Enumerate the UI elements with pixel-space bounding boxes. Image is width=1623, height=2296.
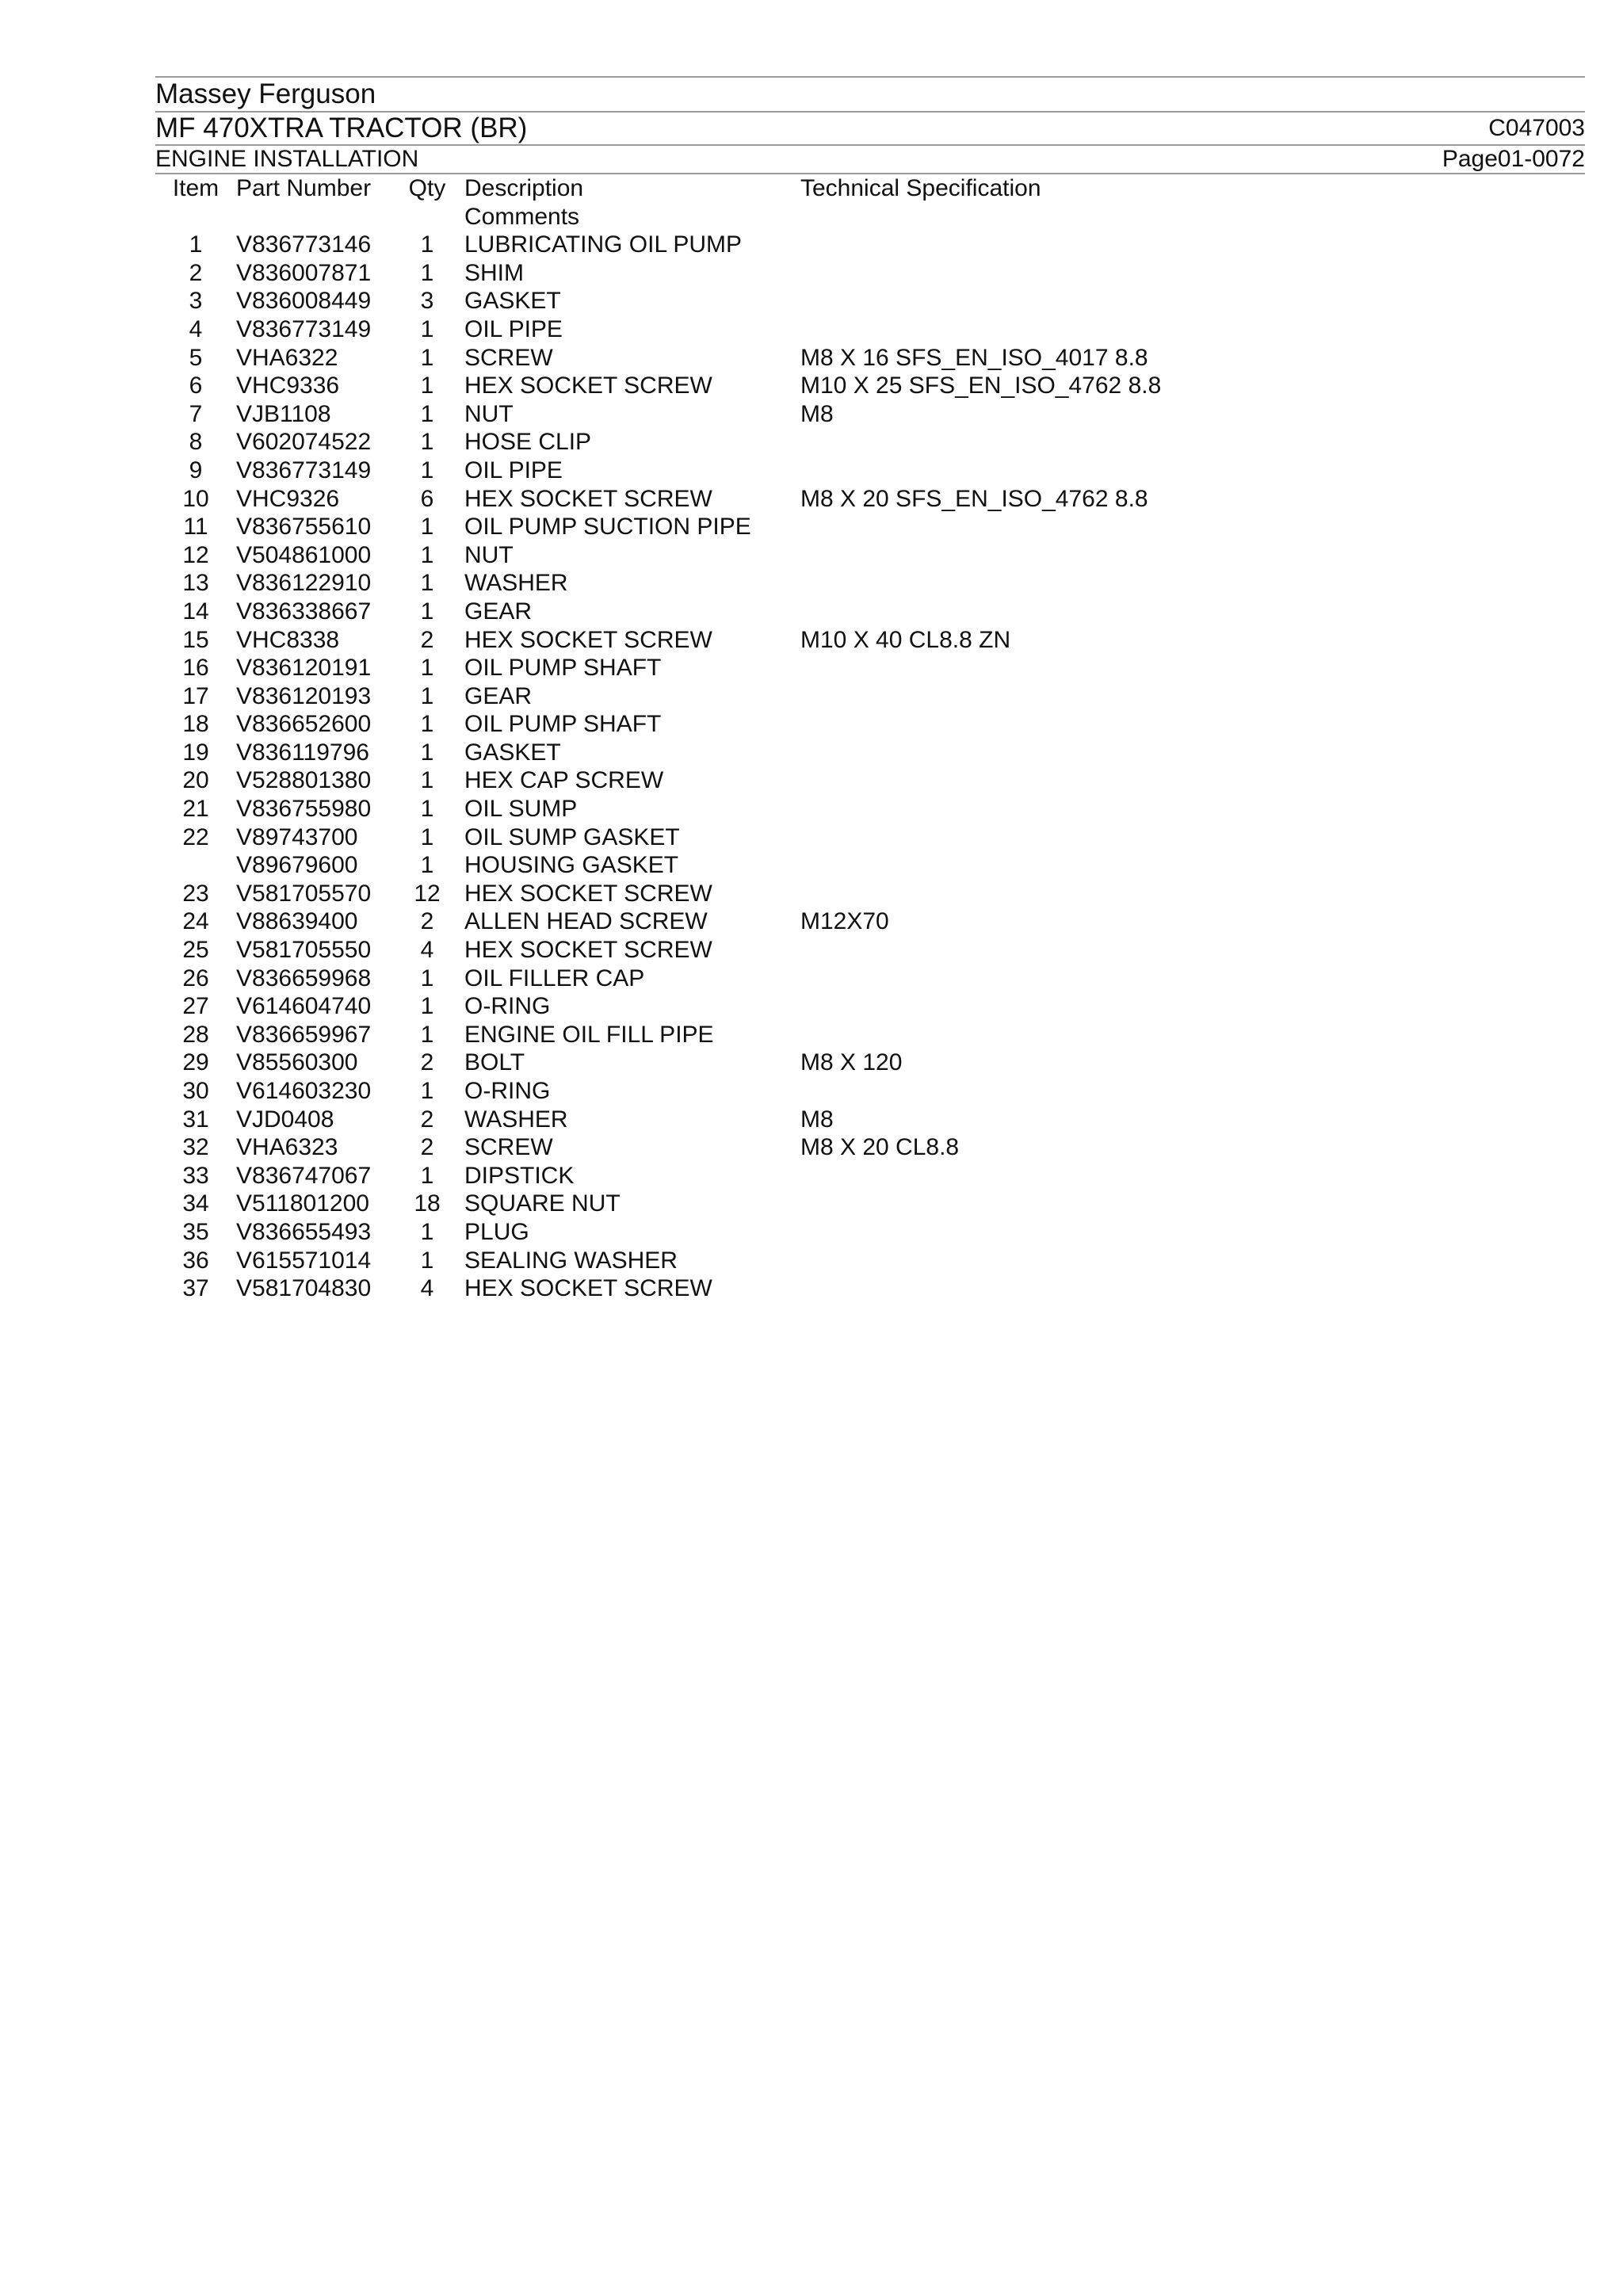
table-row <box>155 1021 1355 1049</box>
cell-item: 36 <box>182 1247 209 1274</box>
cell-qty: 1 <box>420 767 434 794</box>
cell-item: 37 <box>182 1275 209 1302</box>
cell-technical-specification: M10 X 25 SFS_EN_ISO_4762 8.8 <box>800 372 1162 399</box>
cell-technical-specification <box>800 682 1355 711</box>
cell-item: 5 <box>189 344 203 371</box>
cell-part-number: V504861000 <box>236 541 372 568</box>
cell-description: HEX SOCKET SCREW <box>464 485 712 512</box>
table-row <box>155 992 1355 1021</box>
cell-description: OIL SUMP <box>464 796 578 823</box>
catalog-code: C047003 <box>1488 115 1585 141</box>
table-row <box>155 682 1355 711</box>
cell-item: 31 <box>182 1106 209 1133</box>
cell-technical-specification: M8 X 20 SFS_EN_ISO_4762 8.8 <box>800 485 1148 512</box>
cell-qty: 1 <box>420 1247 434 1274</box>
section-row <box>155 146 1585 173</box>
cell-technical-specification: M8 <box>800 400 834 427</box>
cell-part-number: V615571014 <box>236 1247 372 1274</box>
cell-description: HEX SOCKET SCREW <box>464 626 712 653</box>
cell-technical-specification <box>800 795 1355 823</box>
table-row <box>155 739 1355 767</box>
cell-item: 3 <box>189 288 203 315</box>
cell-technical-specification <box>800 823 1355 852</box>
cell-description: OIL PUMP SHAFT <box>464 711 662 738</box>
cell-technical-specification <box>800 287 1355 315</box>
table-row <box>155 598 1355 626</box>
cell-part-number: V836652600 <box>236 711 372 738</box>
cell-technical-specification <box>800 259 1355 288</box>
cell-item <box>155 851 236 880</box>
table-row <box>155 569 1355 598</box>
table-row <box>155 513 1355 541</box>
cell-part-number: V88639400 <box>236 908 358 935</box>
cell-technical-specification <box>800 457 1355 485</box>
cell-technical-specification: M8 X 20 CL8.8 <box>800 1134 960 1161</box>
cell-qty: 1 <box>420 315 434 342</box>
table-row <box>155 1162 1355 1190</box>
cell-qty: 1 <box>420 400 434 427</box>
cell-item: 10 <box>182 485 209 512</box>
cell-description: DIPSTICK <box>464 1162 575 1189</box>
cell-item: 35 <box>182 1218 209 1245</box>
cell-technical-specification <box>800 1274 1355 1303</box>
cell-description: ALLEN HEAD SCREW <box>464 908 708 935</box>
cell-qty: 1 <box>420 570 434 597</box>
parts-list-page <box>155 76 1585 1303</box>
cell-item: 26 <box>182 965 209 991</box>
cell-technical-specification <box>800 428 1355 457</box>
cell-qty: 1 <box>420 231 434 258</box>
cell-part-number: V836120191 <box>236 655 372 682</box>
cell-part-number: V836120193 <box>236 682 372 709</box>
table-row <box>155 965 1355 993</box>
cell-qty: 1 <box>420 796 434 823</box>
cell-item: 17 <box>182 682 209 709</box>
cell-item: 8 <box>189 429 203 456</box>
section-title: ENGINE INSTALLATION <box>155 146 419 172</box>
cell-technical-specification <box>800 1162 1355 1190</box>
cell-qty: 2 <box>420 908 434 935</box>
cell-part-number: V836773146 <box>236 231 372 258</box>
cell-description: BOLT <box>464 1049 525 1076</box>
cell-part-number: VJD0408 <box>236 1106 334 1133</box>
cell-description: HOUSING GASKET <box>464 852 679 879</box>
table-row <box>155 231 1355 259</box>
cell-item: 33 <box>182 1162 209 1189</box>
cell-technical-specification <box>800 598 1355 626</box>
cell-qty: 1 <box>420 711 434 738</box>
table-row <box>155 1218 1355 1247</box>
cell-description: HEX SOCKET SCREW <box>464 372 712 399</box>
cell-part-number: VHC8338 <box>236 626 340 653</box>
cell-item: 30 <box>182 1078 209 1104</box>
page-number: Page01-0072 <box>1442 146 1585 172</box>
cell-item: 28 <box>182 1021 209 1048</box>
cell-technical-specification <box>800 1021 1355 1049</box>
table-row <box>155 1049 1355 1077</box>
cell-description: O-RING <box>464 1078 551 1104</box>
cell-description: OIL FILLER CAP <box>464 965 645 991</box>
table-row <box>155 372 1355 400</box>
cell-qty: 4 <box>420 937 434 964</box>
cell-item: 9 <box>189 457 203 483</box>
cell-item: 4 <box>189 315 203 342</box>
cell-part-number: VHC9326 <box>236 485 340 512</box>
cell-technical-specification <box>800 513 1355 541</box>
cell-qty: 18 <box>414 1190 441 1217</box>
cell-description: SCREW <box>464 344 553 371</box>
cell-description: SCREW <box>464 1134 553 1161</box>
cell-technical-specification <box>800 541 1355 570</box>
table-row <box>155 626 1355 655</box>
cell-part-number: V836008449 <box>236 288 372 315</box>
table-row <box>155 654 1355 682</box>
cell-description: PLUG <box>464 1218 529 1245</box>
brand-row <box>155 78 1585 111</box>
cell-item: 2 <box>189 259 203 286</box>
cell-item: 18 <box>182 711 209 738</box>
cell-qty: 1 <box>420 993 434 1020</box>
cell-description: O-RING <box>464 993 551 1020</box>
cell-description: NUT <box>464 400 514 427</box>
cell-description: HEX SOCKET SCREW <box>464 880 712 907</box>
table-row <box>155 315 1355 344</box>
cell-part-number: V836119796 <box>236 739 369 766</box>
table-row <box>155 485 1355 514</box>
model-row <box>155 113 1585 144</box>
cell-technical-specification <box>800 569 1355 598</box>
cell-item: 20 <box>182 767 209 794</box>
cell-description: NUT <box>464 541 514 568</box>
cell-technical-specification <box>800 1247 1355 1275</box>
cell-description: GASKET <box>464 739 561 766</box>
cell-qty: 1 <box>420 259 434 286</box>
cell-technical-specification <box>800 1218 1355 1247</box>
cell-item: 13 <box>182 570 209 597</box>
table-row <box>155 428 1355 457</box>
table-row <box>155 1077 1355 1106</box>
cell-description: SEALING WASHER <box>464 1247 678 1274</box>
table-row <box>155 541 1355 570</box>
cell-qty: 1 <box>420 457 434 483</box>
table-row <box>155 710 1355 739</box>
cell-part-number: VHA6322 <box>236 344 338 371</box>
cell-item: 25 <box>182 937 209 964</box>
cell-description: GASKET <box>464 288 561 315</box>
table-row <box>155 851 1355 880</box>
table-row <box>155 1133 1355 1162</box>
table-row <box>155 880 1355 908</box>
cell-technical-specification <box>800 710 1355 739</box>
cell-description: LUBRICATING OIL PUMP <box>464 231 743 258</box>
table-row <box>155 1247 1355 1275</box>
cell-qty: 1 <box>420 823 434 850</box>
cell-part-number: V602074522 <box>236 429 372 456</box>
cell-part-number: V836773149 <box>236 457 372 483</box>
cell-description: OIL SUMP GASKET <box>464 823 680 850</box>
cell-part-number: VHA6323 <box>236 1134 338 1161</box>
cell-item: 14 <box>182 598 209 625</box>
cell-technical-specification <box>800 739 1355 767</box>
cell-qty: 12 <box>414 880 441 907</box>
cell-technical-specification <box>800 231 1355 259</box>
cell-item: 6 <box>189 372 203 399</box>
cell-qty: 6 <box>420 485 434 512</box>
cell-part-number: V836755610 <box>236 514 372 541</box>
table-row <box>155 287 1355 315</box>
cell-qty: 2 <box>420 1106 434 1133</box>
cell-description: SQUARE NUT <box>464 1190 621 1217</box>
cell-qty: 1 <box>420 965 434 991</box>
cell-technical-specification: M10 X 40 CL8.8 ZN <box>800 626 1011 653</box>
cell-part-number: V528801380 <box>236 767 372 794</box>
cell-technical-specification <box>800 965 1355 993</box>
cell-description: ENGINE OIL FILL PIPE <box>464 1021 714 1048</box>
cell-part-number: V614603230 <box>236 1078 372 1104</box>
cell-part-number: VHC9336 <box>236 372 340 399</box>
cell-item: 16 <box>182 655 209 682</box>
cell-description: HEX SOCKET SCREW <box>464 1275 712 1302</box>
cell-description: GEAR <box>464 682 533 709</box>
cell-item: 21 <box>182 796 209 823</box>
cell-part-number: V836659968 <box>236 965 372 991</box>
cell-part-number: V836655493 <box>236 1218 372 1245</box>
cell-technical-specification <box>800 936 1355 965</box>
cell-technical-specification: M8 X 16 SFS_EN_ISO_4017 8.8 <box>800 344 1148 371</box>
cell-description: OIL PIPE <box>464 315 563 342</box>
cell-part-number: V836755980 <box>236 796 372 823</box>
cell-qty: 1 <box>420 1218 434 1245</box>
cell-description: OIL PIPE <box>464 457 563 483</box>
column-header-part-number: Part Number <box>236 175 372 201</box>
cell-qty: 1 <box>420 541 434 568</box>
parts-table <box>155 174 1355 1303</box>
table-row <box>155 1106 1355 1134</box>
cell-technical-specification <box>800 1190 1355 1218</box>
table-row <box>155 344 1355 372</box>
cell-technical-specification <box>800 654 1355 682</box>
cell-technical-specification: M12X70 <box>800 908 889 935</box>
cell-item: 22 <box>182 823 209 850</box>
table-row <box>155 795 1355 823</box>
cell-qty: 2 <box>420 1134 434 1161</box>
cell-technical-specification: M8 <box>800 1106 834 1133</box>
column-header-technical-specification: Technical Specification <box>800 175 1041 201</box>
cell-part-number: V581705570 <box>236 880 372 907</box>
cell-item: 34 <box>182 1190 209 1217</box>
cell-description: HOSE CLIP <box>464 429 592 456</box>
cell-part-number: V836773149 <box>236 315 372 342</box>
cell-technical-specification: M8 X 120 <box>800 1049 903 1076</box>
cell-technical-specification <box>800 766 1355 795</box>
cell-qty: 1 <box>420 682 434 709</box>
brand-name: Massey Ferguson <box>155 78 376 109</box>
cell-technical-specification <box>800 851 1355 880</box>
cell-qty: 1 <box>420 344 434 371</box>
cell-part-number: V836007871 <box>236 259 372 286</box>
table-header-row <box>155 174 1355 231</box>
cell-qty: 1 <box>420 852 434 879</box>
cell-part-number: V836338667 <box>236 598 372 625</box>
cell-technical-specification <box>800 1077 1355 1106</box>
cell-qty: 1 <box>420 1162 434 1189</box>
cell-part-number: V89679600 <box>236 852 358 879</box>
cell-qty: 1 <box>420 1021 434 1048</box>
cell-item: 7 <box>189 400 203 427</box>
cell-qty: 1 <box>420 514 434 541</box>
cell-technical-specification <box>800 880 1355 908</box>
cell-item: 12 <box>182 541 209 568</box>
cell-item: 24 <box>182 908 209 935</box>
cell-part-number: V614604740 <box>236 993 372 1020</box>
cell-item: 19 <box>182 739 209 766</box>
cell-item: 23 <box>182 880 209 907</box>
cell-part-number: V836747067 <box>236 1162 372 1189</box>
cell-qty: 1 <box>420 1078 434 1104</box>
cell-item: 29 <box>182 1049 209 1076</box>
cell-part-number: V581704830 <box>236 1275 372 1302</box>
cell-qty: 2 <box>420 1049 434 1076</box>
table-row <box>155 457 1355 485</box>
cell-item: 27 <box>182 993 209 1020</box>
cell-part-number: VJB1108 <box>236 400 331 427</box>
cell-qty: 3 <box>420 288 434 315</box>
cell-item: 11 <box>183 514 208 541</box>
cell-description: OIL PUMP SUCTION PIPE <box>464 514 751 541</box>
cell-part-number: V581705550 <box>236 937 372 964</box>
cell-technical-specification <box>800 992 1355 1021</box>
cell-description: HEX SOCKET SCREW <box>464 937 712 964</box>
cell-description: GEAR <box>464 598 533 625</box>
column-header-description-label: Description <box>464 175 584 201</box>
table-row <box>155 766 1355 795</box>
cell-technical-specification <box>800 315 1355 344</box>
cell-qty: 1 <box>420 598 434 625</box>
table-row <box>155 400 1355 429</box>
cell-part-number: V836659967 <box>236 1021 372 1048</box>
cell-qty: 1 <box>420 655 434 682</box>
cell-description: WASHER <box>464 570 568 597</box>
model-title: MF 470XTRA TRACTOR (BR) <box>155 113 528 143</box>
cell-part-number: V89743700 <box>236 823 358 850</box>
cell-description: SHIM <box>464 259 524 286</box>
cell-qty: 1 <box>420 739 434 766</box>
column-header-item: Item <box>172 175 220 201</box>
table-row <box>155 1190 1355 1218</box>
parts-table-body <box>155 231 1355 1303</box>
cell-description: HEX CAP SCREW <box>464 767 664 794</box>
cell-item: 1 <box>189 231 203 258</box>
cell-description: WASHER <box>464 1106 568 1133</box>
cell-part-number: V836122910 <box>236 570 372 597</box>
cell-qty: 4 <box>420 1275 434 1302</box>
table-row <box>155 1274 1355 1303</box>
table-row <box>155 259 1355 288</box>
table-row <box>155 823 1355 852</box>
column-header-comments: Comments <box>464 203 580 230</box>
cell-qty: 2 <box>420 626 434 653</box>
cell-qty: 1 <box>420 429 434 456</box>
table-row <box>155 936 1355 965</box>
cell-item: 32 <box>182 1134 209 1161</box>
column-header-qty: Qty <box>408 175 446 201</box>
cell-part-number: V85560300 <box>236 1049 358 1076</box>
cell-item: 15 <box>182 626 209 653</box>
column-header-description <box>464 174 800 231</box>
table-row <box>155 907 1355 936</box>
cell-description: OIL PUMP SHAFT <box>464 655 662 682</box>
cell-qty: 1 <box>420 372 434 399</box>
cell-part-number: V511801200 <box>236 1190 369 1217</box>
